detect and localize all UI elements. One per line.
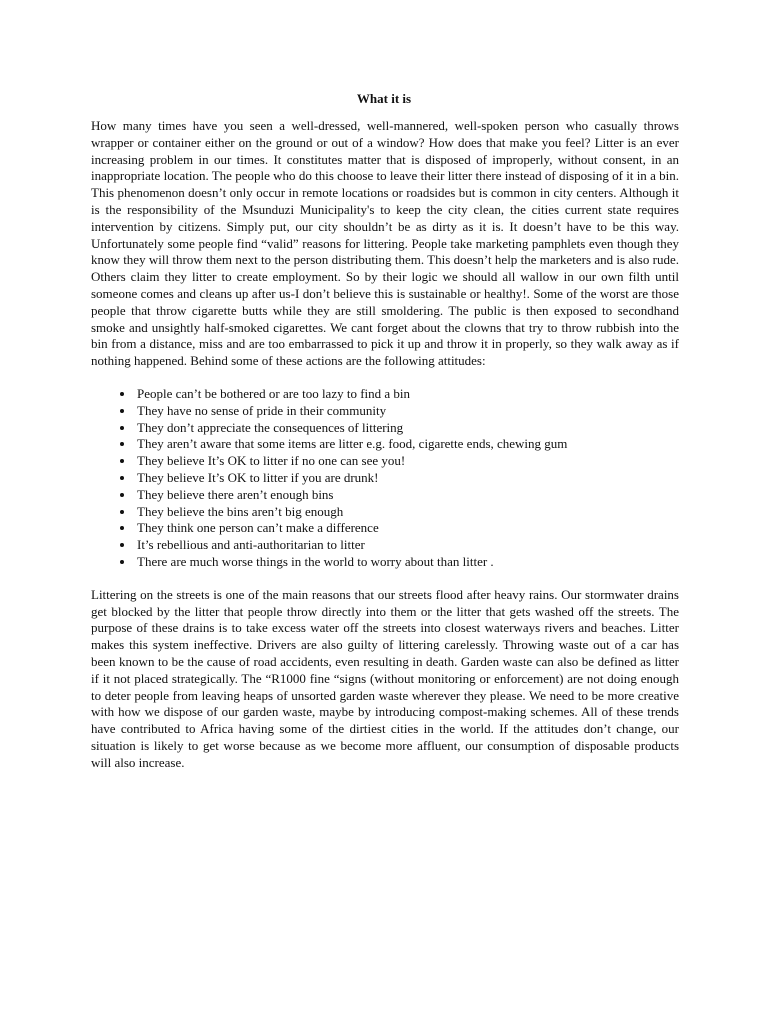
document-title: What it is	[356, 91, 412, 106]
list-item: • They believe there aren’t enough bins	[135, 487, 679, 504]
list-item: • People can’t be bothered or are too lazy to find a bin	[135, 386, 679, 403]
list-item: • They believe the bins aren’t big enough	[135, 504, 679, 521]
list-item: • They aren’t aware that some items are litter e.g. food, cigarette ends, chewing gum	[135, 436, 679, 453]
list-item: • It’s rebellious and anti-authoritarian to litter	[135, 537, 679, 554]
list-item: • They think one person can’t make a difference	[135, 520, 679, 537]
drainage-paragraph: Littering on the streets is one of the main reasons that our streets flood after heavy rains. Our stormwater drains get blocked by the litter that people throw directly into them or the litter that gets washed off the streets. The purpose of these drains is to take excess water off the streets into closest waterways rivers and beaches. Litter makes this system ineffective. Drivers are also guilty of littering carelessly. Throwing waste out of a car has been known to be the cause of road accidents, even resulting in death. Garden waste can also be defined as litter if it not placed strategically. The “R1000 fine “signs (without monitoring or enforcement) are not doing enough to deter people from leaving heaps of unsorted garden waste wherever they please. We need to be more creative with how we dispose of our garden waste, maybe by introducing compost-making schemes. All of these trends have contributed to Africa having some of the dirtiest cities in the world. If the attitudes don’t change, our situation is likely to get worse because as we become more affluent, our consumption of disposable products will also increase.	[91, 586, 679, 770]
list-item: • There are much worse things in the world to worry about than litter .	[135, 554, 679, 571]
list-item: • They have no sense of pride in their community	[135, 403, 679, 420]
intro-paragraph: How many times have you seen a well-dressed, well-mannered, well-spoken person who casually throws wrapper or container either on the ground or out of a window? How does that make you feel? Litter is an ever increasing problem in our times. It constitutes matter that is disposed of improperly, without consent, in an inappropriate location. The people who do this choose to leave their litter there instead of disposing of it in a bin. This phenomenon doesn’t only occur in remote locations or roadsides but is common in city centers. Although it is the responsibility of the Msunduzi Municipality's to keep the city clean, the cities current state requires intervention by citizens. Simply put, our city shouldn’t be as dirty as it is. It doesn’t have to be this way. Unfortunately some people find “valid” reasons for littering. People take marketing pamphlets even though they know they will throw them next to the person distributing them. This doesn’t help the marketers and is also rude. Others claim they litter to create employment. So by their logic we should all wallow in our own filth until someone comes and cleans up after us-I don’t believe this is sustainable or healthy!. Some of the worst are those people that throw cigarette butts while they are still smoldering. The public is then exposed to secondhand smoke and unsightly half-smoked cigarettes. We cant forget about the clowns that try to throw rubbish into the bin from a distance, miss and are too embarrassed to pick it up and throw it in properly, so they walk away as if nothing happened. Behind some of these actions are the following attitudes:	[91, 118, 679, 369]
list-item: • They believe It’s OK to litter if you are drunk!	[135, 470, 679, 487]
list-item: • They believe It’s OK to litter if no one can see you!	[135, 453, 679, 470]
list-item: • They don’t appreciate the consequences of littering	[135, 420, 679, 437]
attitudes-list	[91, 386, 679, 571]
document-body	[91, 118, 679, 771]
